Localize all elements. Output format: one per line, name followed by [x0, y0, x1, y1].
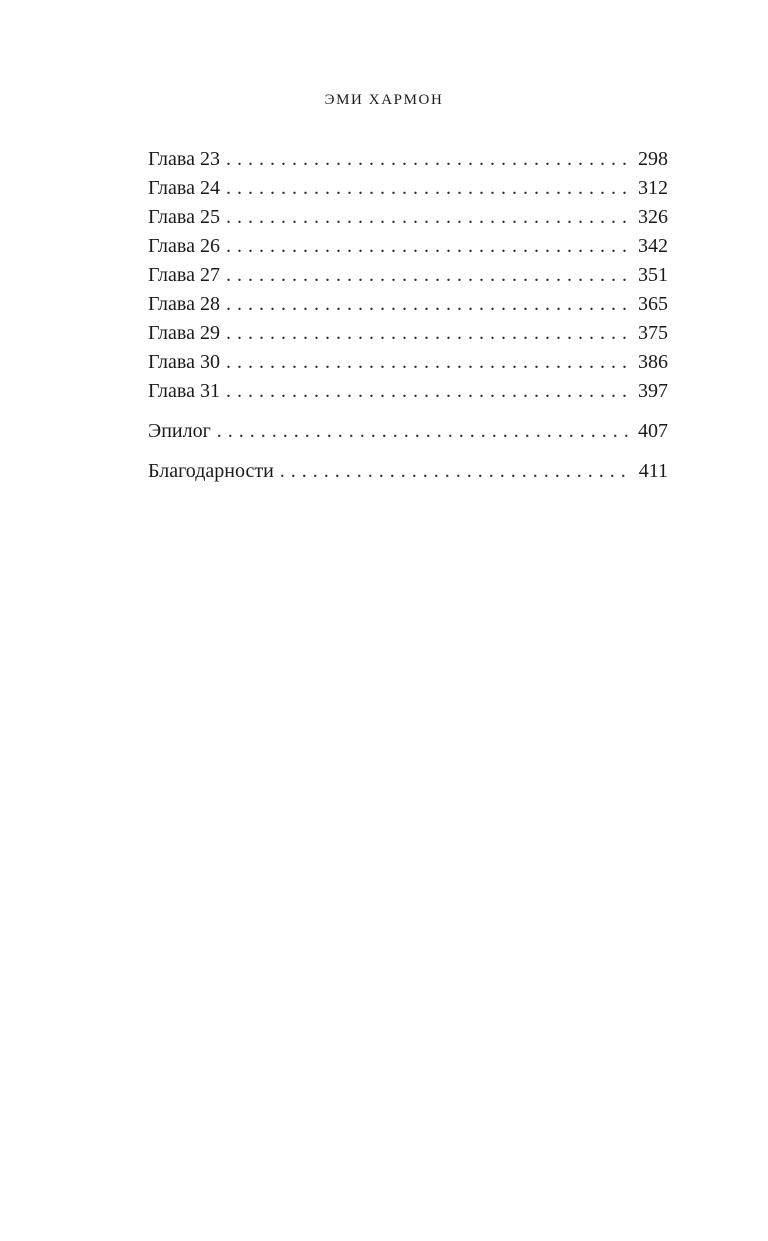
toc-epilogue-group — [148, 417, 668, 446]
toc-entry-title: Глава 25 — [148, 206, 220, 228]
toc-entry-page: 375 — [638, 322, 668, 344]
toc-entry-page: 386 — [638, 351, 668, 373]
toc-entry-page: 411 — [638, 460, 668, 482]
toc-dot-leader — [226, 232, 631, 261]
toc-dot-leader — [226, 174, 631, 203]
toc-entry-chapter-27 — [148, 261, 668, 290]
toc-entry-page: 397 — [638, 380, 668, 402]
toc-entry-page: 298 — [638, 148, 668, 170]
toc-entry-title: Глава 26 — [148, 235, 220, 257]
toc-entry-chapter-29 — [148, 319, 668, 348]
toc-entry-title: Глава 28 — [148, 293, 220, 315]
running-head: ЭМИ ХАРМОН — [324, 92, 444, 108]
table-of-contents — [148, 145, 668, 486]
toc-dot-leader — [226, 261, 631, 290]
toc-entry-epilogue — [148, 417, 668, 446]
toc-dot-leader — [226, 377, 631, 406]
toc-dot-leader — [226, 290, 631, 319]
toc-entry-page: 342 — [638, 235, 668, 257]
toc-dot-leader — [226, 348, 631, 377]
toc-dot-leader — [217, 417, 631, 446]
toc-entry-chapter-31 — [148, 377, 668, 406]
toc-entry-chapter-30 — [148, 348, 668, 377]
toc-acknowledgements-group — [148, 457, 668, 486]
toc-entry-page: 407 — [638, 420, 668, 442]
toc-entry-title: Эпилог — [148, 420, 211, 442]
toc-dot-leader — [226, 145, 631, 174]
toc-entry-acknowledgements — [148, 457, 668, 486]
toc-entry-title: Глава 31 — [148, 380, 220, 402]
toc-entry-title: Глава 27 — [148, 264, 220, 286]
toc-entry-title: Благодарности — [148, 460, 274, 482]
toc-entry-page: 365 — [638, 293, 668, 315]
toc-entry-title: Глава 23 — [148, 148, 220, 170]
toc-entry-chapter-26 — [148, 232, 668, 261]
toc-entry-chapter-28 — [148, 290, 668, 319]
toc-entry-chapter-24 — [148, 174, 668, 203]
toc-entry-page: 312 — [638, 177, 668, 199]
toc-entry-title: Глава 24 — [148, 177, 220, 199]
toc-dot-leader — [226, 203, 631, 232]
toc-entry-title: Глава 29 — [148, 322, 220, 344]
toc-entry-page: 351 — [638, 264, 668, 286]
toc-dot-leader — [226, 319, 631, 348]
toc-chapters-group — [148, 145, 668, 406]
toc-entry-chapter-25 — [148, 203, 668, 232]
toc-entry-chapter-23 — [148, 145, 668, 174]
toc-dot-leader — [280, 457, 632, 486]
toc-entry-title: Глава 30 — [148, 351, 220, 373]
toc-entry-page: 326 — [638, 206, 668, 228]
